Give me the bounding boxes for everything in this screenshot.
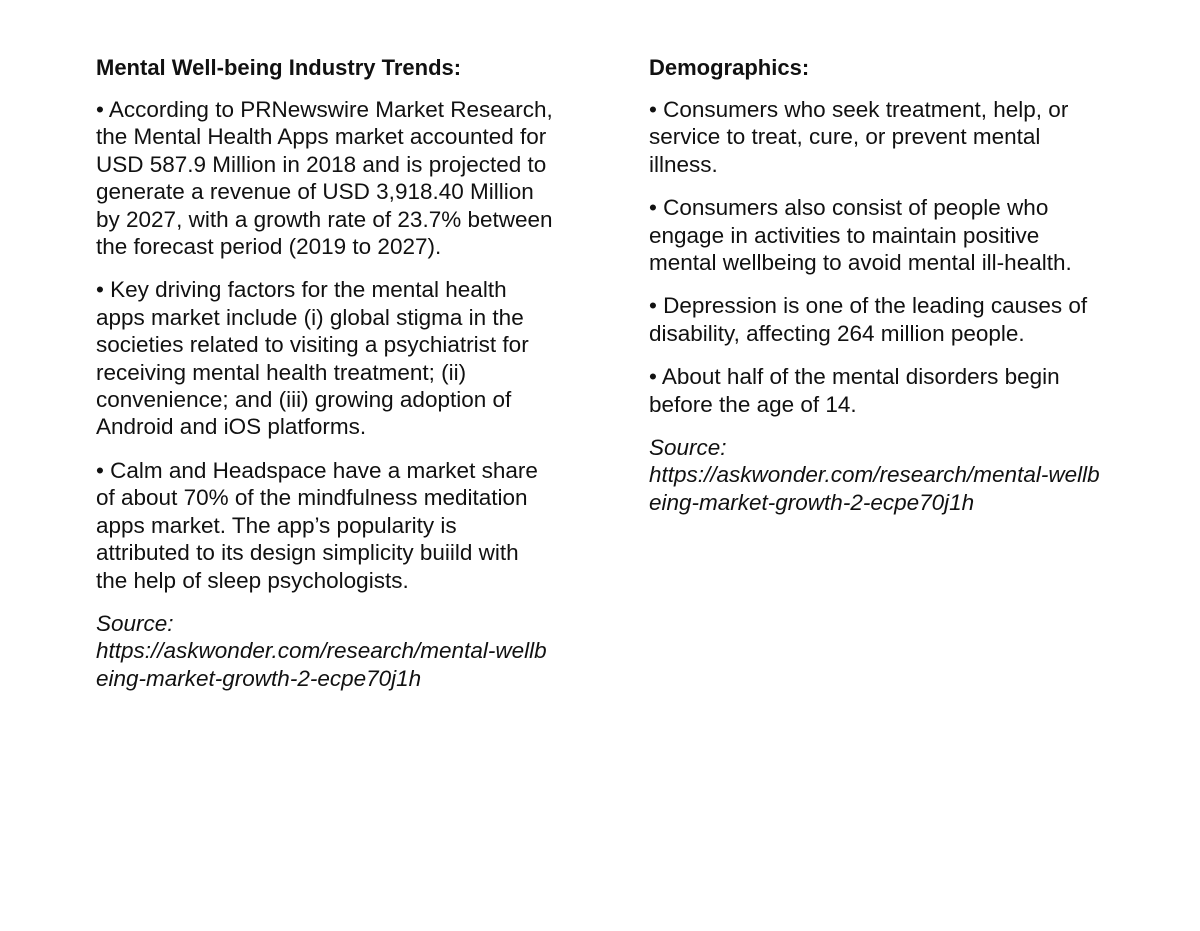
demographics-source [649,434,1109,516]
demographics-heading: Demographics: [649,55,810,80]
source-url: https://askwonder.com/research/mental-wellbeing-market-growth-2-ecpe70j1h [96,638,547,691]
industry-trends-heading: Mental Well-being Industry Trends: [96,55,462,80]
bullet-market-share: • Calm and Headspace have a market share of about 70% of the mindfulness meditation apps market. The app’s popularity is attributed to its design simplicity buiild with the help of sleep psychologists. [96,457,538,593]
bullet-driving-factors: • Key driving factors for the mental health apps market include (i) global stigma in the societies related to visiting a psychiatrist for receiving mental health treatment; (ii) convenience; and (iii) growing adoption of Android and iOS platforms. [96,277,529,440]
bullet-onset-age: • About half of the mental disorders begin before the age of 14. [649,364,1060,417]
source-label: Source: [96,610,174,636]
industry-trends-section [96,52,556,692]
source-label: Source: [649,435,727,461]
bullet-treatment-seekers: • Consumers who seek treatment, help, or service to treat, cure, or prevent mental illness. [649,97,1069,177]
bullet-depression: • Depression is one of the leading causes of disability, affecting 264 million people. [649,293,1088,346]
industry-trends-source [96,610,556,692]
demographics-section [649,52,1109,516]
bullet-market-size: • According to PRNewswire Market Research, the Mental Health Apps market accounted for USD 587.9 Million in 2018 and is projected to generate a revenue of USD 3,918.40 Million by 2027, with a growth rate of 23.7% between the forecast period (2019 to 2027). [96,97,553,260]
source-url: https://askwonder.com/research/mental-wellbeing-market-growth-2-ecpe70j1h [649,462,1100,515]
bullet-wellbeing-maintainers: • Consumers also consist of people who engage in activities to maintain positive mental wellbeing to avoid mental ill-health. [649,195,1072,276]
